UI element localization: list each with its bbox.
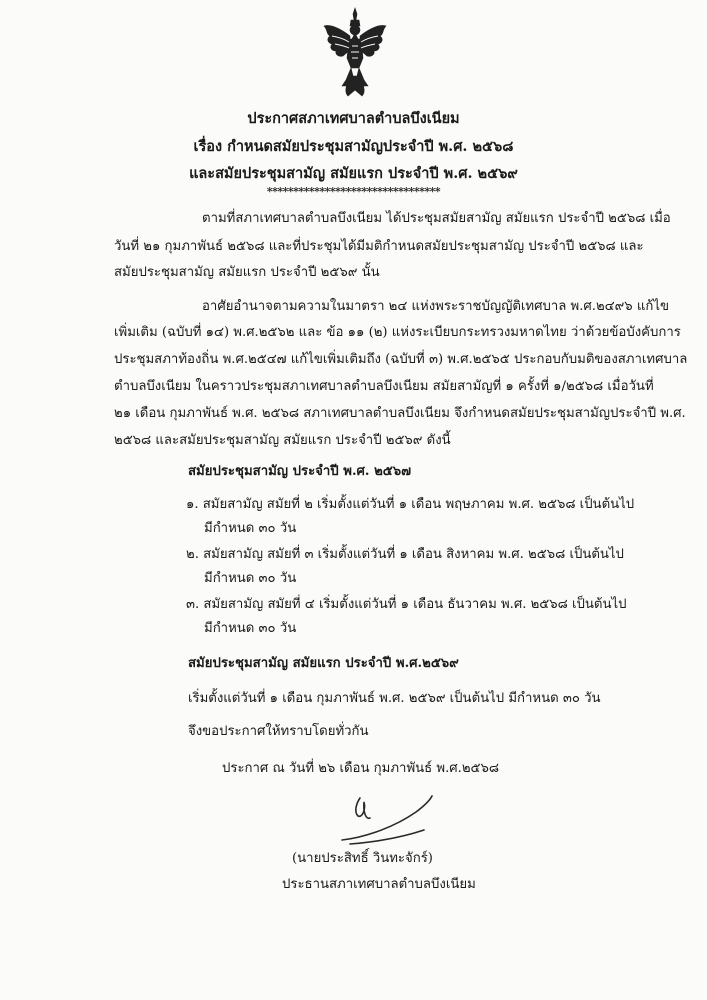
- signatory-name: (นายประสิทธิ์ วินทะจักร์): [292, 851, 433, 866]
- paragraph-2-line: ๒๕๖๘ และสมัยประชุมสามัญ สมัยแรก ประจำปี ๒๕๖๙ ดังนี้: [114, 433, 451, 448]
- paragraph-2-line: เพิ่มเติม (ฉบับที่ ๑๔) พ.ศ.๒๕๖๒ และ ข้อ ๑๑ (๒) แห่งระเบียบกระทรวงมหาดไทย ว่าด้วยข้อบังคับการ: [114, 325, 681, 340]
- session-item-line: ๒. สมัยสามัญ สมัยที่ ๓ เริ่มตั้งแต่วันที่ ๑ เดือน สิงหาคม พ.ศ. ๒๕๖๘ เป็นต้นไป: [186, 547, 624, 562]
- session-item-duration: มีกำหนด ๓๐ วัน: [204, 521, 297, 536]
- paragraph-1-line: วันที่ ๒๑ กุมภาพันธ์ ๒๕๖๘ และที่ประชุมได้มีมติกำหนดสมัยประชุมสามัญ ประจำปี ๒๕๖๘ และ: [114, 239, 644, 254]
- session-item-line: ๓. สมัยสามัญ สมัยที่ ๔ เริ่มตั้งแต่วันที่ ๑ เดือน ธันวาคม พ.ศ. ๒๕๖๘ เป็นต้นไป: [186, 597, 627, 612]
- signature-icon: [320, 790, 450, 852]
- document-subject: เรื่อง กำหนดสมัยประชุมสามัญประจำปี พ.ศ. ๒๕๖๘: [193, 138, 514, 155]
- session-item-duration: มีกำหนด ๓๐ วัน: [204, 571, 297, 586]
- paragraph-2-line: อาศัยอำนาจตามความในมาตรา ๒๔ แห่งพระราชบัญญัติเทศบาล พ.ศ.๒๔๙๖ แก้ไข: [202, 299, 669, 314]
- paragraph-2-line: ๒๑ เดือน กุมภาพันธ์ พ.ศ. ๒๕๖๘ สภาเทศบาลตำบลบึงเนียม จึงกำหนดสมัยประชุมสามัญประจำปี พ.ศ.: [114, 406, 686, 421]
- document-subject-continued: และสมัยประชุมสามัญ สมัยแรก ประจำปี พ.ศ. ๒๕๖๙: [189, 165, 518, 182]
- paragraph-1-line: สมัยประชุมสามัญ สมัยแรก ประจำปี ๒๕๖๙ นั้น: [114, 265, 380, 280]
- paragraph-2-line: ตำบลบึงเนียม ในคราวประชุมสภาเทศบาลตำบลบึงเนียม สมัยสามัญที่ ๑ ครั้งที่ ๑/๒๕๖๘ เมื่อวันที่: [114, 379, 654, 394]
- paragraph-2-line: ประชุมสภาท้องถิ่น พ.ศ.๒๕๔๗ แก้ไขเพิ่มเติมถึง (ฉบับที่ ๓) พ.ศ.๒๕๖๕ ประกอบกับมติของสภาเทศบาล: [114, 352, 688, 367]
- announcement-date: ประกาศ ณ วันที่ ๒๖ เดือน กุมภาพันธ์ พ.ศ.๒๕๖๘: [222, 761, 500, 776]
- session-item-duration: มีกำหนด ๓๐ วัน: [204, 621, 297, 636]
- signatory-title: ประธานสภาเทศบาลตำบลบึงเนียม: [282, 877, 476, 892]
- section-1-heading: สมัยประชุมสามัญ ประจำปี พ.ศ. ๒๕๖๗: [188, 464, 412, 479]
- paragraph-1-line: ตามที่สภาเทศบาลตำบลบึงเนียม ได้ประชุมสมัยสามัญ สมัยแรก ประจำปี ๒๕๖๘ เมื่อ: [202, 211, 671, 226]
- session-item-line: ๑. สมัยสามัญ สมัยที่ ๒ เริ่มตั้งแต่วันที่ ๑ เดือน พฤษภาคม พ.ศ. ๒๕๖๘ เป็นต้นไป: [186, 497, 635, 512]
- document-title: ประกาศสภาเทศบาลตำบลบึงเนียม: [247, 110, 460, 127]
- closing-statement: จึงขอประกาศให้ทราบโดยทั่วกัน: [188, 724, 369, 739]
- section-2-text: เริ่มตั้งแต่วันที่ ๑ เดือน กุมภาพันธ์ พ.ศ. ๒๕๖๙ เป็นต้นไป มีกำหนด ๓๐ วัน: [188, 691, 601, 706]
- garuda-emblem-icon: [322, 6, 388, 98]
- separator-line: *********************************: [266, 185, 441, 198]
- section-2-heading: สมัยประชุมสามัญ สมัยแรก ประจำปี พ.ศ.๒๕๖๙: [188, 656, 459, 671]
